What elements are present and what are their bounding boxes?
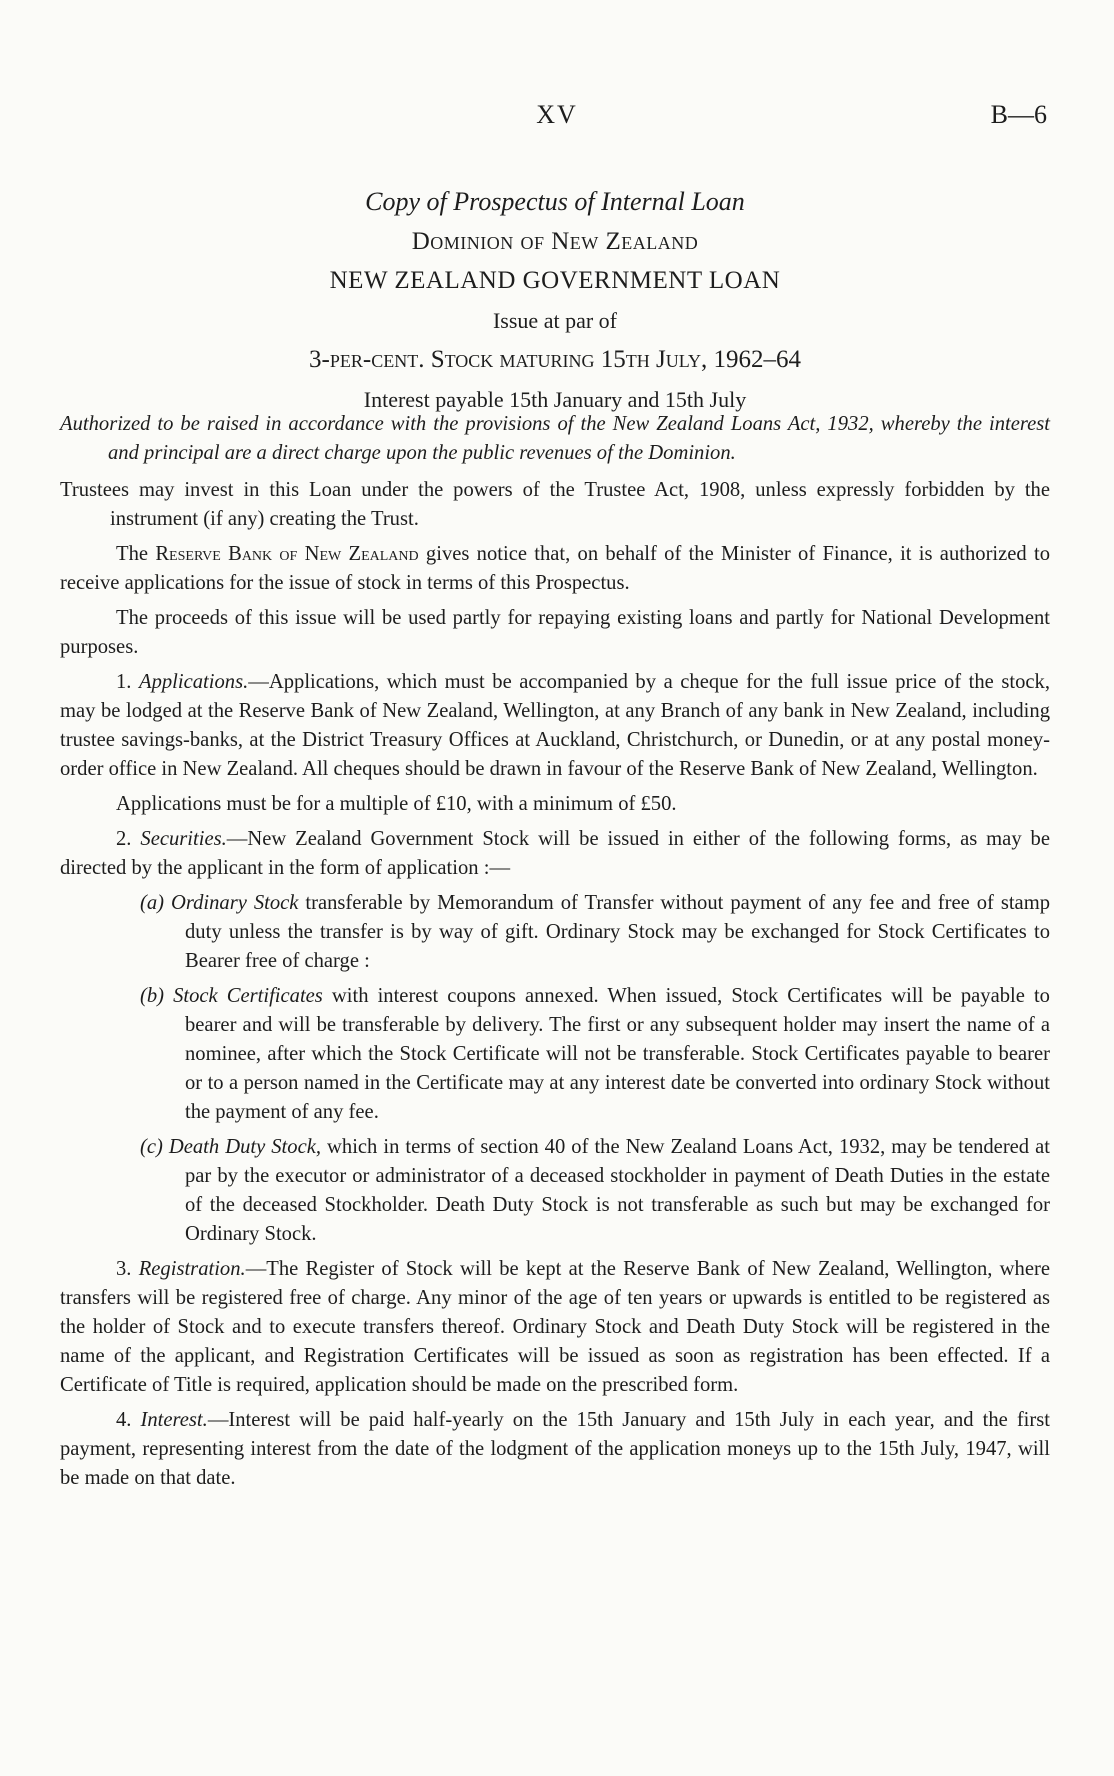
page-number: XV	[536, 100, 578, 129]
section-title: Securities.	[140, 828, 227, 850]
subsection-label: (c)	[140, 1136, 163, 1158]
section-title: Applications.	[139, 671, 249, 693]
section-applications	[60, 668, 1050, 784]
issue-line: Issue at par of	[492, 307, 617, 333]
subsection-label: (b)	[140, 985, 165, 1007]
section-title: Interest.	[140, 1409, 208, 1431]
stock-line: 3-per-cent. Stock maturing 15th July, 1962–64	[309, 346, 801, 373]
subsection-ordinary-stock	[60, 889, 1050, 976]
copy-line: Copy of Prospectus of Internal Loan	[365, 187, 745, 216]
notice-rest: gives notice that, on behalf of the Minister of Finance, it is authorized to receive applications for the issue of stock in terms of this Prospectus.	[60, 543, 1051, 594]
section-number: 2.	[116, 828, 132, 850]
notice-start: The	[116, 543, 149, 565]
section-text: —New Zealand Government Stock will be issued in either of the following forms, as may be directed by the applicant in the form of application :—	[60, 828, 1050, 879]
dominion-line: Dominion of New Zealand	[411, 227, 699, 255]
minimum-paragraph: Applications must be for a multiple of £10, with a minimum of £50.	[116, 793, 677, 815]
section-text: —Interest will be paid half-yearly on the 15th January and 15th July in each year, and the first payment, representing interest from the date of the lodgment of the application moneys up to the 15th July, 1947, will be made on that date.	[60, 1409, 1050, 1489]
section-text: —The Register of Stock will be kept at the Reserve Bank of New Zealand, Wellington, where transfers will be registered free of charge. Any minor of the age of ten years or upwards is entitled to be registered as the holder of Stock and to execute transfers thereof. Ordinary Stock and Death Duty Stock will be registered in the name of the applicant, and Registration Certificates will be issued as soon as registration has been effected. If a Certificate of Title is required, application should be made on the prescribed form.	[60, 1258, 1050, 1396]
section-registration	[60, 1255, 1050, 1400]
section-number: 1.	[116, 671, 132, 693]
subsection-title: Death Duty Stock,	[168, 1136, 322, 1158]
subsection-text: with interest coupons annexed. When issued, Stock Certificates will be payable to bearer and will be transferable by delivery. The first or any subsequent holder may insert the name of a nominee, after which the Stock Certificate will not be transferable. Stock Certificates payable to bearer or to a person named in the Certificate may at any interest date be converted into ordinary Stock without the payment of any fee.	[185, 985, 1050, 1123]
section-number: 4.	[116, 1409, 132, 1431]
loan-title: NEW ZEALAND GOVERNMENT LOAN	[329, 267, 781, 294]
prospectus-heading	[60, 182, 1050, 419]
subsection-title: Stock Certificates	[173, 985, 323, 1007]
subsection-death-duty-stock	[60, 1133, 1050, 1249]
proceeds-paragraph: The proceeds of this issue will be used partly for repaying existing loans and partly for National Development purposes.	[60, 607, 1050, 658]
prospectus-body	[60, 410, 1050, 1499]
section-text: —Applications, which must be accompanied by a cheque for the full issue price of the stock, may be lodged at the Reserve Bank of New Zealand, Wellington, at any Branch of any bank in New Zealand, including trustee savings-banks, at the District Treasury Offices at Auckland, Christchurch, or Dunedin, or at any postal money-order office in New Zealand. All cheques should be drawn in favour of the Reserve Bank of New Zealand, Wellington.	[60, 671, 1050, 780]
subsection-text: which in terms of section 40 of the New Zealand Loans Act, 1932, may be tendered at par by the executor or administrator of a deceased stockholder in payment of Death Duties in the estate of the deceased Stockholder. Death Duty Stock is not transferable as such but may be exchanged for Ordinary Stock.	[185, 1136, 1050, 1245]
section-interest	[60, 1406, 1050, 1493]
bank-name: Reserve Bank of New Zealand	[155, 543, 419, 565]
subsection-title: Ordinary Stock	[170, 892, 299, 914]
section-number: 3.	[116, 1258, 132, 1280]
subsection-text: transferable by Memorandum of Transfer without payment of any fee and free of stamp duty unless the transfer is by way of gift. Ordinary Stock may be exchanged for Stock Certificates to Bearer free of charge :	[185, 892, 1051, 972]
subsection-stock-certificates	[60, 982, 1050, 1127]
section-title: Registration.	[138, 1258, 246, 1280]
notice-paragraph	[60, 540, 1050, 598]
interest-line: Interest payable 15th January and 15th July	[363, 386, 747, 412]
section-securities	[60, 825, 1050, 883]
authorization-paragraph: Authorized to be raised in accordance with the provisions of the New Zealand Loans Act, 1932, whereby the interest and principal are a direct charge upon the public revenues of the Dominion.	[60, 413, 1050, 464]
trustees-paragraph: Trustees may invest in this Loan under the powers of the Trustee Act, 1908, unless expressly forbidden by the instrument (if any) creating the Trust.	[60, 479, 1050, 530]
document-reference: B—6	[990, 100, 1047, 129]
subsection-label: (a)	[140, 892, 165, 914]
